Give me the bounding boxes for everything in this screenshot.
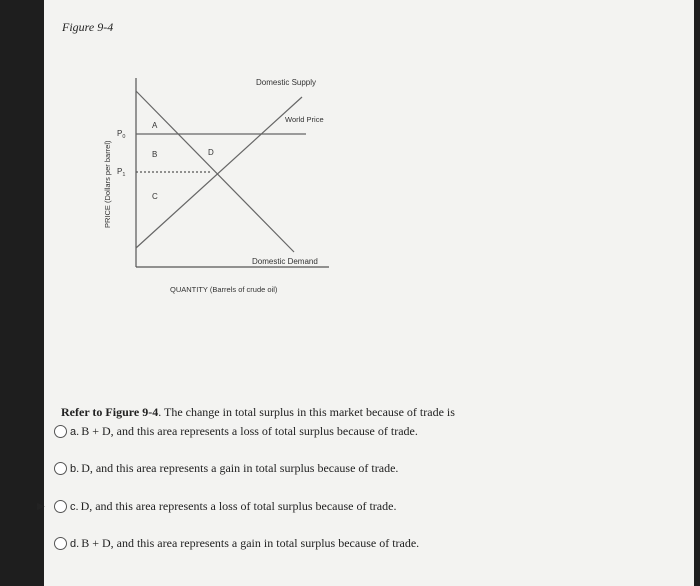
radio-icon[interactable]: [54, 462, 67, 475]
option-letter: d.: [70, 537, 80, 550]
current-item-marker-icon: ▶: [37, 501, 45, 512]
option-text: B + D, and this area represents a loss of total surplus because of trade.: [81, 424, 418, 438]
figure-title: Figure 9-4: [62, 20, 114, 34]
domestic-supply-label: Domestic Supply: [256, 78, 317, 87]
price-p1-label: $P_1$: [117, 167, 126, 178]
price-p0-label: $P_0$: [117, 129, 126, 140]
question-page: [44, 0, 694, 586]
option-letter: c.: [70, 500, 79, 513]
option-letter: b.: [70, 462, 80, 475]
supply-demand-diagram: [44, 0, 694, 320]
domestic-demand-label: Domestic Demand: [252, 257, 318, 266]
y-axis-label: PRICE (Dollars per barrel): [103, 140, 112, 228]
domestic-demand-line: [136, 91, 294, 252]
option-a[interactable]: [54, 424, 418, 439]
option-b[interactable]: [54, 461, 398, 476]
option-d[interactable]: [54, 536, 419, 551]
area-d-label: D: [208, 148, 214, 157]
option-letter: a.: [70, 425, 80, 438]
radio-icon[interactable]: [54, 537, 67, 550]
option-text: D, and this area represents a gain in total surplus because of trade.: [81, 461, 399, 475]
x-axis-label: QUANTITY (Barrels of crude oil): [170, 285, 278, 294]
question-reference: Refer to Figure 9-4: [61, 405, 159, 419]
option-c[interactable]: [54, 499, 396, 514]
world-price-label: World Price: [285, 115, 324, 124]
area-c-label: C: [152, 192, 158, 201]
question-body: . The change in total surplus in this market because of trade is: [158, 405, 455, 419]
radio-icon[interactable]: [54, 500, 67, 513]
option-text: B + D, and this area represents a gain in total surplus because of trade.: [81, 536, 420, 550]
area-a-label: A: [152, 121, 158, 130]
radio-icon[interactable]: [54, 425, 67, 438]
option-text: D, and this area represents a loss of total surplus because of trade.: [80, 499, 397, 513]
question-text: [61, 405, 661, 420]
area-b-label: B: [152, 150, 158, 159]
